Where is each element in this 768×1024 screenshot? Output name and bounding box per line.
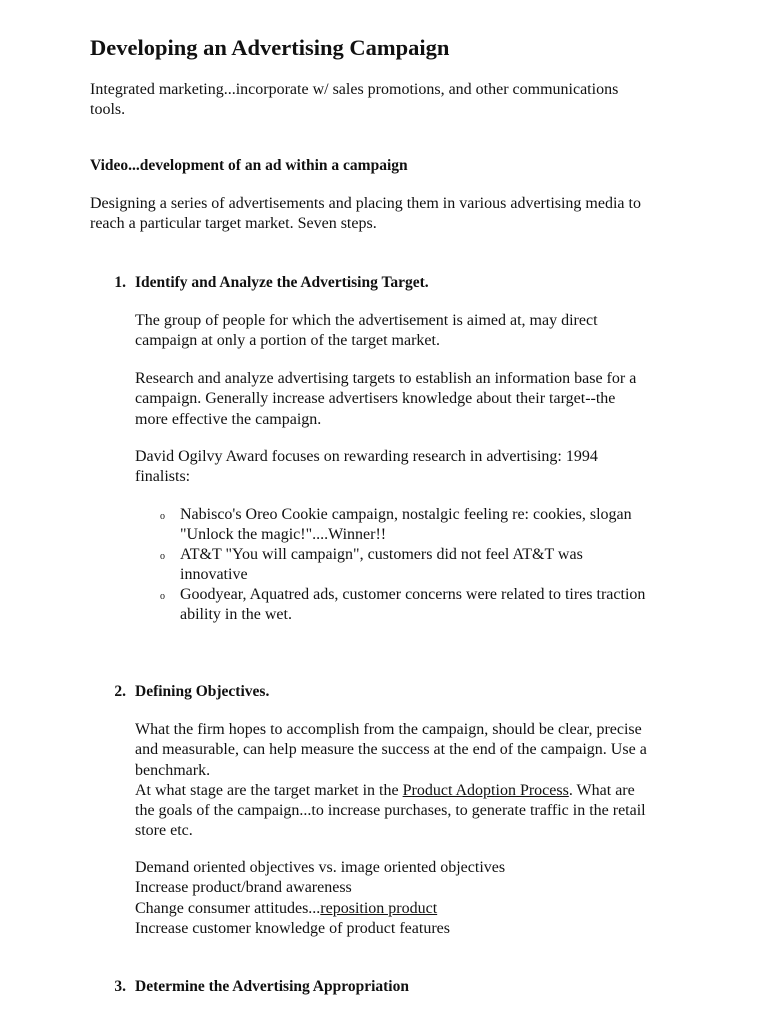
paragraph-line: campaign at only a portion of the target market. [135,332,440,350]
design-line: reach a particular target market. Seven steps. [90,215,377,233]
section-paragraph [135,311,598,352]
section-paragraph [135,720,647,842]
reposition-product-link[interactable]: reposition product [320,899,438,917]
page-title: Developing an Advertising Campaign [90,35,450,60]
paragraph-line: benchmark. [135,761,211,779]
list-item-line: Goodyear, Aquatred ads, customer concerns were related to tires traction [180,586,646,603]
paragraph-line: the goals of the campaign...to increase purchases, to generate traffic in the retail [135,802,646,820]
list-item [180,505,632,546]
objective-line: Demand oriented objectives vs. image oriented objectives [135,859,506,876]
section-heading: Defining Objectives. [135,683,270,700]
section-paragraph [135,447,598,488]
paragraph-text: . What are [568,781,635,799]
paragraph-line: campaign. Generally increase advertisers knowledge about their target--the [135,390,616,408]
section-paragraph [135,369,636,430]
video-heading: Video...development of an ad within a campaign [90,157,408,174]
objective-text: Change consumer attitudes... [135,899,321,917]
paragraph-line: David Ogilvy Award focuses on rewarding research in advertising: 1994 [135,448,598,465]
paragraph-line: store etc. [135,822,193,840]
list-item-line: innovative [180,566,248,584]
paragraph-line: What the firm hopes to accomplish from the campaign, should be clear, precise [135,721,642,738]
paragraph-line: The group of people for which the advertisement is aimed at, may direct [135,312,598,329]
list-item-line: Nabisco's Oreo Cookie campaign, nostalgic feeling re: cookies, slogan [180,506,632,523]
bullet-marker: o [160,511,165,522]
section-number: 2. [114,683,126,700]
product-adoption-process-link[interactable]: Product Adoption Process [402,781,569,799]
section-number: 1. [114,274,126,291]
objective-line: Increase product/brand awareness [135,879,352,897]
objective-line [135,899,505,919]
list-item-line: AT&T "You will campaign", customers did not feel AT&T was [180,546,583,563]
paragraph-line: more effective the campaign. [135,410,322,428]
section-heading: Determine the Advertising Appropriation [135,978,409,995]
objectives-list [135,858,505,939]
section-number: 3. [114,978,126,995]
design-paragraph [90,194,641,235]
objective-line: Increase customer knowledge of product features [135,919,450,937]
intro-line: tools. [90,101,126,119]
paragraph-line: and measurable, can help measure the success at the end of the campaign. Use a [135,741,647,759]
list-item-line: "Unlock the magic!"....Winner!! [180,526,387,544]
bullet-marker: o [160,551,165,562]
intro-line: Integrated marketing...incorporate w/ sales promotions, and other communications [90,81,619,98]
list-item-line: ability in the wet. [180,606,292,624]
section-heading: Identify and Analyze the Advertising Target. [135,274,429,291]
paragraph-line [135,781,647,801]
paragraph-text: At what stage are the target market in the [135,781,403,799]
list-item [180,545,583,586]
paragraph-line: Research and analyze advertising targets to establish an information base for a [135,370,637,387]
design-line: Designing a series of advertisements and placing them in various advertising media to [90,195,641,212]
paragraph-line: finalists: [135,468,191,486]
intro-paragraph [90,80,618,121]
bullet-marker: o [160,591,165,602]
list-item [180,585,645,626]
